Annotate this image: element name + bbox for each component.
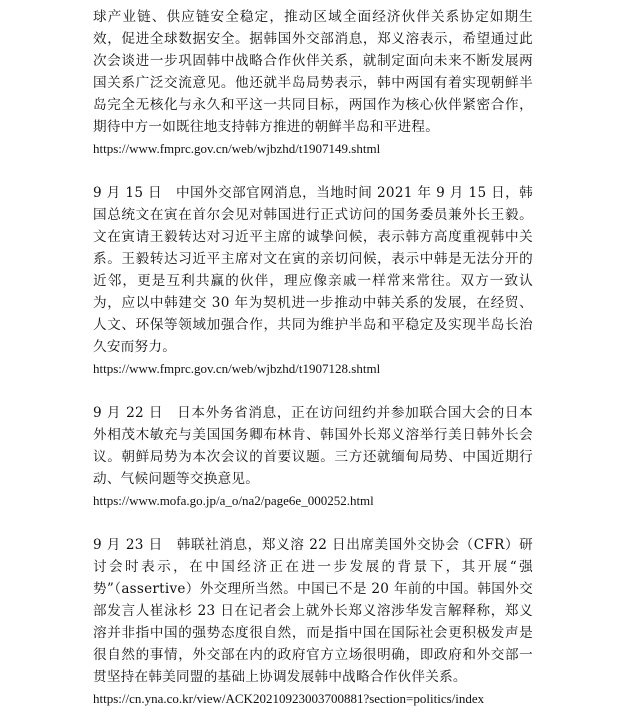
entry-sep-22: [93, 402, 533, 512]
entry-sep-23: [93, 534, 533, 710]
entry-body: 韩联社消息，郑义溶 22 日出席美国外交协会（CFR）研讨会时表示，在中国经济正在进一步发展的背景下，其开展“强势”（assertive）外交理所当然。中国已不是 20 年前的中国。韩国外交部发言人崔泳杉 23 日在记者会上就外长郑义溶涉华发言解释称，郑义溶并非指中国的强势态度很自然，而是指中国在国际社会更积极发声是很自然的事情，外交部在内的政府官方立场很明确，即政府和外交部一贯坚持在韩美同盟的基础上协调发展韩中战略合作伙伴关系。: [93, 537, 533, 685]
entry-body: 日本外务省消息，正在访问纽约并参加联合国大会的日本外相茂木敏充与美国国务卿布林肯、韩国外长郑义溶举行美日韩外长会议。朝鲜局势为本次会议的首要议题。三方还就缅甸局势、中国近期行动、气候问题等交换意见。: [93, 405, 533, 487]
entry-body: 球产业链、供应链安全稳定，推动区域全面经济伙伴关系协定如期生效，促进全球数据安全。据韩国外交部消息，郑义溶表示，希望通过此次会谈进一步巩固韩中战略合作伙伴关系，就制定面向未来不断发展两国关系广泛交流意见。他还就半岛局势表示，韩中两国有着实现朝鲜半岛完全无核化与永久和平这一共同目标，两国作为核心伙伴紧密合作，期待中方一如既往地支持韩方推进的朝鲜半岛和平进程。: [93, 9, 533, 135]
source-link[interactable]: https://www.mofa.go.jp/a_o/na2/page6e_000252.html: [93, 493, 374, 508]
entry-date: 9 月 15 日: [93, 185, 162, 201]
source-link[interactable]: https://www.fmprc.gov.cn/web/wjbzhd/t1907128.shtml: [93, 361, 381, 376]
entry-date: 9 月 22 日: [93, 405, 164, 421]
entry-body: 中国外交部官网消息，当地时间 2021 年 9 月 15 日，韩国总统文在寅在首尔会见对韩国进行正式访问的国务委员兼外长王毅。文在寅请王毅转达对习近平主席的诚挚问候，表示韩方高度重视韩中关系。王毅转达习近平主席对文在寅的亲切问候，表示中韩是无法分开的近邻，更是互利共赢的伙伴，理应像亲戚一样常来常往。双方一致认为，应以中韩建交 30 年为契机进一步推动中韩关系的发展，在经贸、人文、环保等领域加强合作，共同为维护半岛和平稳定及实现半岛长治久安而努力。: [93, 185, 533, 355]
source-link[interactable]: https://cn.yna.co.kr/view/ACK20210923003700881?section=politics/index: [93, 691, 485, 706]
source-link[interactable]: https://www.fmprc.gov.cn/web/wjbzhd/t1907149.shtml: [93, 141, 381, 156]
entry-text: [93, 6, 533, 138]
entry-text: [93, 402, 533, 490]
entry-text: [93, 534, 533, 688]
entry-continuation: [93, 6, 533, 160]
document-page: [93, 6, 533, 710]
entry-sep-15: [93, 182, 533, 380]
entry-text: [93, 182, 533, 358]
entry-date: 9 月 23 日: [93, 537, 163, 553]
